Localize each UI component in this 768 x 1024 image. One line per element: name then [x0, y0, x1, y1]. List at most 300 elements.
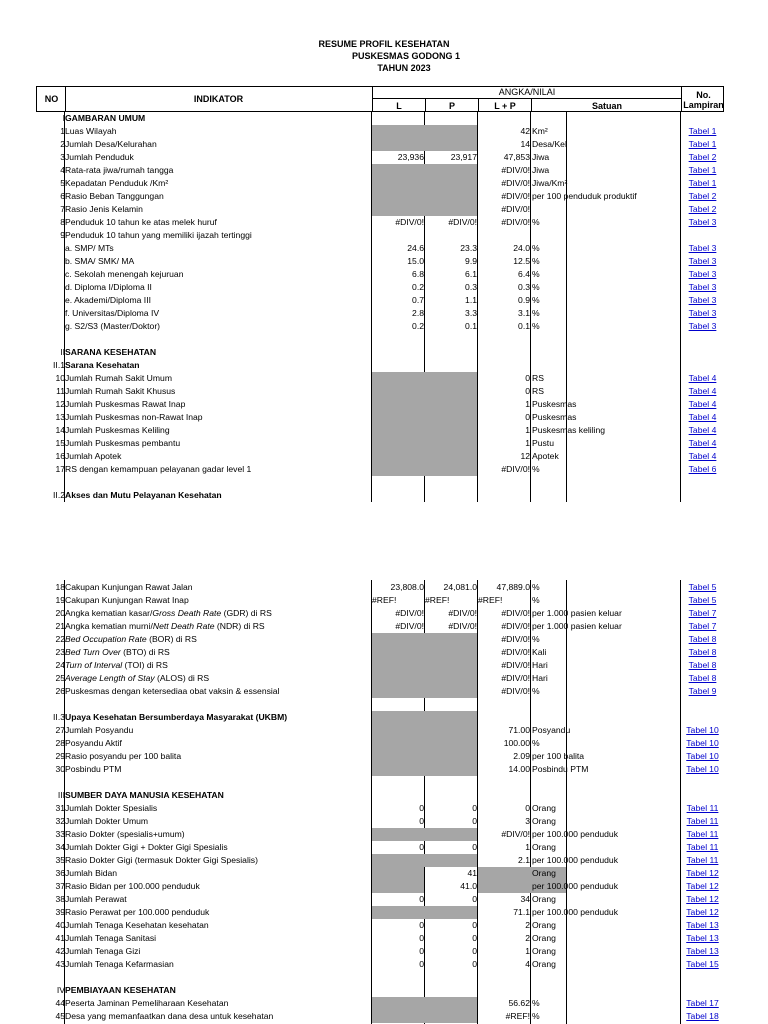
lampiran-link[interactable]: Tabel 12: [686, 881, 719, 891]
value-l: 0: [419, 842, 424, 852]
indicator-italic: Bed Turn Over: [65, 647, 121, 657]
lampiran-link[interactable]: Tabel 1: [688, 178, 717, 188]
row-number: I: [62, 113, 65, 123]
table-row: [36, 724, 724, 737]
indicator-label: [65, 424, 370, 437]
lampiran-link[interactable]: Tabel 6: [688, 464, 717, 474]
table-row: [36, 633, 724, 646]
indicator-suffix: (BOR) di RS: [146, 634, 197, 644]
indicator-label: [65, 320, 370, 333]
indicator-label: [65, 763, 370, 776]
unit: %: [532, 464, 540, 474]
indicator-text: Rasio Perawat per 100.000 penduduk: [65, 907, 210, 917]
indicator-label: [65, 685, 370, 698]
row-number: II.2: [53, 490, 65, 500]
indicator-label: [65, 411, 370, 424]
table-row: [36, 737, 724, 750]
indicator-text: Posyandu Aktif: [65, 738, 122, 748]
table-row: [36, 984, 724, 997]
indicator-label: [65, 229, 370, 242]
table-row: [36, 607, 724, 620]
row-number: 31: [55, 803, 65, 813]
value-lp: 2: [525, 920, 530, 930]
lampiran-link[interactable]: Tabel 3: [688, 217, 717, 227]
value-lp: 1: [525, 842, 530, 852]
table-row: [36, 763, 724, 776]
header-lampiran: Lampiran: [683, 100, 724, 110]
lampiran-link[interactable]: Tabel 11: [686, 803, 719, 813]
lampiran-link[interactable]: Tabel 1: [688, 126, 717, 136]
indicator-text: Akses dan Mutu Pelayanan Kesehatan: [65, 490, 222, 500]
table-section-1: [36, 112, 724, 502]
lampiran-link[interactable]: Tabel 2: [688, 191, 717, 201]
row-number: 2: [60, 139, 65, 149]
value-p: 23.3: [460, 243, 477, 253]
row-number: 11: [56, 386, 65, 396]
indicator-label: [65, 958, 370, 971]
value-lp: 0: [525, 373, 530, 383]
indicator-text: PEMBIAYAAN KESEHATAN: [65, 985, 176, 995]
row-number: 10: [55, 373, 65, 383]
lampiran-link[interactable]: Tabel 12: [686, 894, 719, 904]
table-row: [36, 242, 724, 255]
indicator-label: [65, 164, 370, 177]
value-lp: 71.00: [508, 725, 530, 735]
table-row: [36, 476, 724, 489]
value-p: 1.1: [465, 295, 477, 305]
indicator-text: Angka kematian murni/: [65, 621, 153, 631]
indicator-label: [65, 659, 370, 672]
value-lp: 24.0: [513, 243, 530, 253]
value-lp: 3: [525, 816, 530, 826]
table-row: [36, 711, 724, 724]
lampiran-link[interactable]: Tabel 4: [688, 412, 717, 422]
indicator-label: [65, 854, 370, 867]
row-number: 28: [55, 738, 65, 748]
unit: Orang: [532, 868, 556, 878]
value-p: 9.9: [465, 256, 477, 266]
row-number: 42: [55, 946, 65, 956]
table-row: [36, 177, 724, 190]
lampiran-link[interactable]: Tabel 1: [688, 165, 717, 175]
lampiran-link[interactable]: Tabel 11: [686, 855, 719, 865]
row-number: 32: [55, 816, 65, 826]
table-row: [36, 385, 724, 398]
unit: per 100.000 penduduk: [532, 829, 619, 839]
lampiran-link[interactable]: Tabel 11: [686, 816, 719, 826]
indicator-label: [65, 724, 370, 737]
value-l: 0.2: [412, 282, 424, 292]
indicator-label: [65, 789, 370, 802]
value-l: 15.0: [407, 256, 424, 266]
row-number: II.3: [53, 712, 65, 722]
lampiran-link[interactable]: Tabel 4: [688, 438, 717, 448]
indicator-text: GAMBARAN UMUM: [65, 113, 146, 123]
row-number: 7: [60, 204, 65, 214]
indicator-text: Jumlah Rumah Sakit Umum: [65, 373, 172, 383]
value-p: 0.3: [465, 282, 477, 292]
lampiran-link[interactable]: Tabel 3: [688, 269, 717, 279]
row-number: 21: [55, 621, 65, 631]
lampiran-link[interactable]: Tabel 9: [688, 686, 717, 696]
unit: Orang: [532, 816, 556, 826]
table-row: [36, 867, 724, 880]
indicator-text: SUMBER DAYA MANUSIA KESEHATAN: [65, 790, 224, 800]
indicator-text: Cakupan Kunjungan Rawat Inap: [65, 595, 189, 605]
value-l: 0: [419, 920, 424, 930]
indicator-label: [65, 359, 370, 372]
lampiran-link[interactable]: Tabel 4: [688, 386, 717, 396]
indicator-label: [65, 867, 370, 880]
value-lp: 3.1: [518, 308, 530, 318]
lampiran-link[interactable]: Tabel 3: [688, 282, 717, 292]
indicator-label: [65, 906, 370, 919]
lampiran-link[interactable]: Tabel 13: [686, 920, 719, 930]
table-row: [36, 411, 724, 424]
indicator-text: Jumlah Puskesmas Keliling: [65, 425, 170, 435]
value-lp: 0: [525, 412, 530, 422]
row-number: 1: [60, 126, 65, 136]
lampiran-link[interactable]: Tabel 5: [688, 582, 717, 592]
indicator-text: Cakupan Kunjungan Rawat Jalan: [65, 582, 193, 592]
lampiran-link[interactable]: Tabel 10: [686, 751, 719, 761]
report-subtitle: PUSKESMAS GODONG 1: [351, 51, 461, 61]
header-satuan: Satuan: [591, 101, 622, 111]
indicator-italic: Average Length of Stay: [65, 673, 155, 683]
table-row: [36, 151, 724, 164]
table-row: [36, 919, 724, 932]
table-row: [36, 138, 724, 151]
lampiran-link[interactable]: Tabel 3: [688, 308, 717, 318]
lampiran-link[interactable]: Tabel 12: [686, 868, 719, 878]
header-lp: L + P: [494, 101, 516, 111]
value-p: 24,081.0: [443, 582, 477, 592]
indicator-suffix: (BTO) di RS: [120, 647, 170, 657]
unit: %: [532, 269, 540, 279]
lampiran-link[interactable]: Tabel 10: [686, 738, 719, 748]
value-p: 0: [472, 894, 477, 904]
unit: %: [532, 308, 540, 318]
lampiran-link[interactable]: Tabel 8: [688, 634, 717, 644]
table-row: [36, 841, 724, 854]
indicator-text: b. SMA/ SMK/ MA: [65, 256, 135, 266]
lampiran-link[interactable]: Tabel 3: [688, 295, 717, 305]
lampiran-link[interactable]: Tabel 10: [686, 764, 719, 774]
table-row: [36, 372, 724, 385]
header-indikator: INDIKATOR: [193, 94, 244, 104]
row-number: 30: [55, 764, 65, 774]
lampiran-link[interactable]: Tabel 3: [688, 243, 717, 253]
table-header: [36, 86, 724, 112]
value-lp: 12.5: [513, 256, 530, 266]
lampiran-link[interactable]: Tabel 5: [688, 595, 717, 605]
row-number: 15: [55, 438, 65, 448]
unit: %: [532, 582, 540, 592]
value-l: #DIV/0!: [395, 621, 424, 631]
indicator-text: Jumlah Penduduk: [65, 152, 134, 162]
value-lp: #DIV/0!: [501, 204, 530, 214]
header-l: L: [396, 101, 402, 111]
indicator-text: Rasio Dokter (spesialis+umum): [65, 829, 185, 839]
indicator-text: Rata-rata jiwa/rumah tangga: [65, 165, 174, 175]
lampiran-link[interactable]: Tabel 11: [686, 829, 719, 839]
indicator-text: Jumlah Tenaga Kefarmasian: [65, 959, 174, 969]
indicator-label: [65, 398, 370, 411]
indicator-label: [65, 255, 370, 268]
indicator-label: [65, 450, 370, 463]
row-number: 36: [55, 868, 65, 878]
value-lp: #DIV/0!: [501, 217, 530, 227]
value-lp: 14: [520, 139, 530, 149]
value-p: #REF!: [425, 595, 450, 605]
report-year: TAHUN 2023: [377, 63, 431, 73]
indicator-text: Jumlah Tenaga Kesehatan kesehatan: [65, 920, 209, 930]
lampiran-link[interactable]: Tabel 4: [688, 451, 717, 461]
table-row: [36, 997, 724, 1010]
table-row: [36, 125, 724, 138]
value-lp: 1: [525, 425, 530, 435]
indicator-text: Kepadatan Penduduk /Km²: [65, 178, 169, 188]
unit: %: [532, 738, 540, 748]
value-l: 0.7: [412, 295, 424, 305]
report-title: RESUME PROFIL KESEHATAN: [318, 39, 450, 49]
lampiran-link[interactable]: Tabel 12: [686, 907, 719, 917]
row-number: 19: [55, 595, 65, 605]
indicator-text: Puskesmas dengan ketersediaa obat vaksin & essensial: [65, 686, 280, 696]
value-p: 0: [472, 842, 477, 852]
value-lp: 34: [520, 894, 530, 904]
table-row: [36, 880, 724, 893]
indicator-text: g. S2/S3 (Master/Doktor): [65, 321, 161, 331]
row-number: 8: [60, 217, 65, 227]
lampiran-link[interactable]: Tabel 8: [688, 673, 717, 683]
unit: Hari: [532, 660, 548, 670]
lampiran-link[interactable]: Tabel 8: [688, 647, 717, 657]
unit: per 100.000 penduduk: [532, 881, 619, 891]
table-row: [36, 346, 724, 359]
unit: Hari: [532, 673, 548, 683]
table-row: [36, 268, 724, 281]
unit: per 100.000 penduduk: [532, 907, 619, 917]
indicator-label: [65, 646, 370, 659]
unit: Kali: [532, 647, 547, 657]
table-row: [36, 320, 724, 333]
indicator-label: [65, 750, 370, 763]
unit: Jiwa/Km²: [532, 178, 568, 188]
table-row: [36, 945, 724, 958]
value-p: 0: [472, 959, 477, 969]
unit: Pustu: [532, 438, 554, 448]
indicator-label: [65, 893, 370, 906]
indicator-italic: Turn of Interval: [65, 660, 123, 670]
indicator-suffix: (ALOS) di RS: [154, 673, 210, 683]
indicator-italic: Bed Occupation Rate: [65, 634, 147, 644]
value-lp: #DIV/0!: [501, 464, 530, 474]
unit: per 1.000 pasien keluar: [532, 608, 622, 618]
indicator-text: Jumlah Puskesmas non-Rawat Inap: [65, 412, 203, 422]
value-lp: 0.1: [518, 321, 530, 331]
unit: per 100 balita: [532, 751, 585, 761]
value-lp: 2.1: [518, 855, 530, 865]
lampiran-link[interactable]: Tabel 4: [688, 373, 717, 383]
lampiran-link[interactable]: Tabel 10: [686, 725, 719, 735]
value-lp: 12: [520, 451, 530, 461]
value-l: 0: [419, 933, 424, 943]
indicator-text: Rasio Bidan per 100.000 penduduk: [65, 881, 200, 891]
value-lp: #DIV/0!: [501, 686, 530, 696]
table-row: [36, 672, 724, 685]
lampiran-link[interactable]: Tabel 2: [688, 204, 717, 214]
unit: Orang: [532, 894, 556, 904]
indicator-text: Rasio Jenis Kelamin: [65, 204, 143, 214]
table-row: [36, 112, 724, 125]
table-row: [36, 333, 724, 346]
lampiran-link[interactable]: Tabel 4: [688, 425, 717, 435]
table-row: [36, 281, 724, 294]
indicator-label: [65, 828, 370, 841]
indicator-label: [65, 242, 370, 255]
lampiran-link[interactable]: Tabel 13: [686, 933, 719, 943]
indicator-label: [65, 190, 370, 203]
row-number: II: [60, 347, 65, 357]
indicator-text: Jumlah Desa/Kelurahan: [65, 139, 157, 149]
lampiran-link[interactable]: Tabel 2: [688, 152, 717, 162]
table-row: [36, 893, 724, 906]
lampiran-link[interactable]: Tabel 3: [688, 321, 717, 331]
table-row: [36, 190, 724, 203]
indicator-text: d. Diploma I/Diploma II: [65, 282, 152, 292]
table-row: [36, 398, 724, 411]
indicator-text: Rasio posyandu per 100 balita: [65, 751, 182, 761]
row-number: 6: [60, 191, 65, 201]
unit: %: [532, 321, 540, 331]
unit: Jiwa: [532, 165, 550, 175]
value-lp: #DIV/0!: [501, 608, 530, 618]
unit: Puskesmas: [532, 399, 577, 409]
lampiran-link[interactable]: Tabel 13: [686, 946, 719, 956]
table-row: [36, 971, 724, 984]
unit: Posyandu: [532, 725, 571, 735]
table-row: [36, 463, 724, 476]
lampiran-link[interactable]: Tabel 4: [688, 399, 717, 409]
header-lampiran-no: No.: [696, 90, 711, 100]
table-row: [36, 620, 724, 633]
row-number: 35: [55, 855, 65, 865]
lampiran-link[interactable]: Tabel 3: [688, 256, 717, 266]
value-lp: 14.00: [508, 764, 530, 774]
value-p: 41.0: [460, 881, 477, 891]
unit: RS: [532, 373, 544, 383]
value-l: 23,936: [397, 152, 424, 162]
row-number: III: [57, 790, 65, 800]
indicator-label: [65, 841, 370, 854]
lampiran-link[interactable]: Tabel 11: [686, 842, 719, 852]
table-row: [36, 932, 724, 945]
value-l: #DIV/0!: [395, 608, 424, 618]
value-p: 0: [472, 933, 477, 943]
indicator-label: [65, 203, 370, 216]
value-p: 0: [472, 946, 477, 956]
table-row: [36, 685, 724, 698]
indicator-text: Jumlah Puskesmas Rawat Inap: [65, 399, 186, 409]
indicator-text: Jumlah Dokter Spesialis: [65, 803, 158, 813]
value-p: 0: [472, 803, 477, 813]
row-number: 25: [55, 673, 65, 683]
indicator-label: [65, 463, 370, 476]
lampiran-link[interactable]: Tabel 1: [688, 139, 717, 149]
indicator-label: [65, 138, 370, 151]
indicator-label: [65, 294, 370, 307]
indicator-label: [65, 1010, 370, 1023]
value-lp: 0.9: [518, 295, 530, 305]
unit: Puskesmas keliling: [532, 425, 606, 435]
unit: Jiwa: [532, 152, 550, 162]
unit: Orang: [532, 946, 556, 956]
table-row: [36, 802, 724, 815]
value-lp: #DIV/0!: [501, 634, 530, 644]
table-row: [36, 646, 724, 659]
header-angka: ANGKA/NILAI: [498, 87, 556, 97]
value-lp: #DIV/0!: [501, 165, 530, 175]
value-lp: 42: [520, 126, 530, 136]
value-p: 0: [472, 920, 477, 930]
indicator-text: Upaya Kesehatan Bersumberdaya Masyarakat (UKBM): [65, 712, 288, 722]
indicator-label: [65, 737, 370, 750]
indicator-label: [65, 919, 370, 932]
unit: per 1.000 pasien keluar: [532, 621, 622, 631]
table-row: [36, 789, 724, 802]
indicator-suffix: (GDR) di RS: [221, 608, 272, 618]
row-number: 24: [55, 660, 65, 670]
value-lp: 47,853: [503, 152, 530, 162]
value-l: 0: [419, 816, 424, 826]
indicator-text: Jumlah Rumah Sakit Khusus: [65, 386, 176, 396]
indicator-text: Penduduk 10 tahun yang memiliki ijazah tertinggi: [65, 230, 252, 240]
table-row: [36, 216, 724, 229]
indicator-text: Angka kematian kasar/: [65, 608, 153, 618]
indicator-label: [65, 151, 370, 164]
row-number: II.1: [53, 360, 65, 370]
indicator-label: [65, 984, 370, 997]
indicator-text: a. SMP/ MTs: [65, 243, 114, 253]
lampiran-link[interactable]: Tabel 18: [686, 1011, 719, 1021]
lampiran-link[interactable]: Tabel 7: [688, 621, 717, 631]
indicator-label: [65, 385, 370, 398]
indicator-label: [65, 125, 370, 138]
value-l: 6.8: [412, 269, 424, 279]
indicator-text: Jumlah Dokter Gigi + Dokter Gigi Spesialis: [65, 842, 228, 852]
table-row: [36, 307, 724, 320]
row-number: 27: [55, 725, 65, 735]
row-number: 38: [55, 894, 65, 904]
unit: %: [532, 256, 540, 266]
lampiran-link[interactable]: Tabel 7: [688, 608, 717, 618]
header-p: P: [448, 101, 455, 111]
table-row: [36, 776, 724, 789]
table-row: [36, 828, 724, 841]
unit: Orang: [532, 959, 556, 969]
table-row: [36, 294, 724, 307]
row-number: 34: [55, 842, 65, 852]
lampiran-link[interactable]: Tabel 17: [686, 998, 719, 1008]
lampiran-link[interactable]: Tabel 15: [686, 959, 719, 969]
indicator-text: Penduduk 10 tahun ke atas melek huruf: [65, 217, 217, 227]
indicator-text: Jumlah Apotek: [65, 451, 122, 461]
indicator-label: [65, 489, 370, 502]
header-no: NO: [44, 94, 59, 104]
value-lp: #DIV/0!: [501, 673, 530, 683]
lampiran-link[interactable]: Tabel 8: [688, 660, 717, 670]
